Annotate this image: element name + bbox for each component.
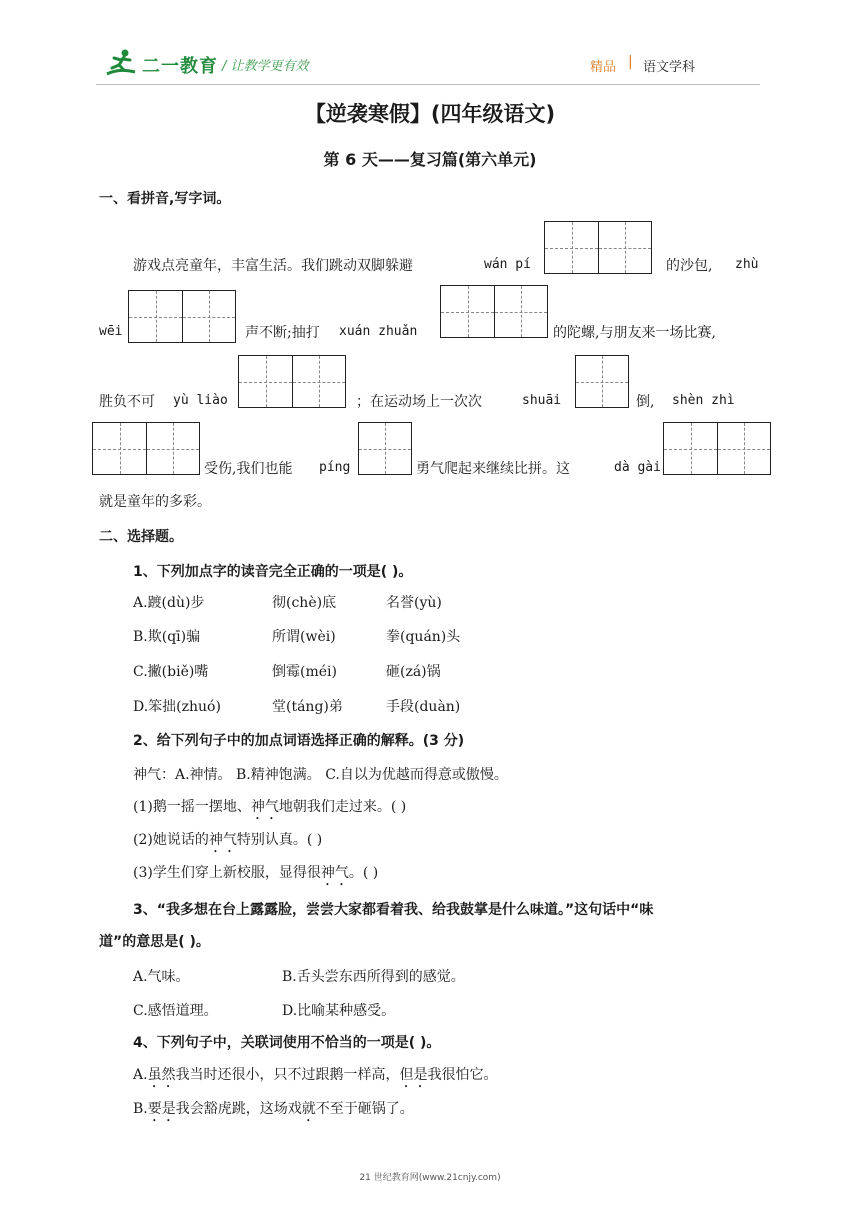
pinyin-prompt: shèn zhì (672, 393, 735, 408)
section-1-heading: 一、看拼音,写字词。 (99, 191, 231, 207)
option-d: D.笨拙(zhuó) (133, 699, 221, 715)
option-c: C.撇(biě)嘴 (133, 664, 209, 680)
pinyin-prompt: dà gài (614, 460, 661, 475)
pinyin-prompt: wēi (99, 324, 123, 339)
option-a: A.踱(dù)步 (133, 595, 205, 611)
option-b: B.要是我会豁虎跳，这场戏就不至于砸锅了。 (133, 1101, 414, 1117)
writing-box[interactable] (128, 290, 236, 343)
passage-text: 声不断;抽打 (245, 325, 320, 341)
passage-text: 倒, (636, 394, 655, 410)
quality-badge: 精品 (590, 60, 617, 75)
pinyin-prompt: xuán zhuǎn (339, 324, 418, 339)
page-title: 【逆袭寒假】(四年级语文) (304, 102, 556, 126)
question-3-stem: 3、“我多想在台上露露脸，尝尝大家都看着我、给我鼓掌是什么味道。”这句话中“味 (133, 902, 654, 918)
option-b: 拳(quán)头 (386, 629, 461, 645)
writing-box[interactable] (440, 285, 548, 338)
option-a: A.气味。 (133, 969, 190, 985)
header-divider (96, 84, 760, 85)
passage-text: 胜负不可 (99, 394, 155, 410)
option-a: A.虽然我当时还很小，只不过跟鹅一样高，但是我很怕它。 (133, 1067, 498, 1083)
word-definitions: 神气：A.神情。 B.精神饱满。 C.自以为优越而得意或傲慢。 (133, 767, 508, 783)
sentence-2: (2)她说话的神气特别认真。( ) (133, 832, 323, 848)
question-1-stem: 1、下列加点字的读音完全正确的一项是( )。 (133, 564, 413, 580)
option-c: 砸(zá)锅 (386, 664, 441, 680)
option-c: C.感悟道理。 (133, 1003, 218, 1019)
writing-box[interactable] (238, 355, 346, 408)
writing-box[interactable] (575, 355, 629, 408)
pinyin-prompt: shuāi (522, 393, 562, 408)
slogan: / 让教学更有效 (222, 59, 309, 74)
passage-text: 的陀螺,与朋友来一场比赛, (553, 325, 716, 341)
question-4-stem: 4、下列句子中，关联词使用不恰当的一项是( )。 (133, 1035, 441, 1051)
passage-text: ；在运动场上一次次 (356, 394, 482, 410)
runner-logo-icon (105, 48, 139, 78)
pinyin-prompt: yù liào (173, 393, 228, 408)
option-d: D.比喻某种感受。 (282, 1003, 396, 1019)
option-b: B.欺(qī)骗 (133, 629, 201, 645)
option-a: 名誉(yù) (386, 595, 442, 611)
passage-text: 受伤,我们也能 (204, 461, 293, 477)
passage-text: 的沙包, (666, 258, 713, 274)
writing-box[interactable] (663, 422, 771, 475)
header-separator: | (628, 54, 633, 70)
writing-box[interactable] (358, 422, 412, 475)
option-a: 彻(chè)底 (272, 595, 337, 611)
pinyin-prompt: píng (319, 460, 351, 475)
passage-text: 游戏点亮童年，丰富生活。我们跳动双脚躲避 (133, 258, 413, 274)
option-d: 手段(duàn) (386, 699, 461, 715)
passage-text: 就是童年的多彩。 (99, 494, 211, 510)
writing-box[interactable] (544, 221, 652, 274)
writing-box[interactable] (92, 422, 200, 475)
option-c: 倒霉(méi) (272, 664, 337, 680)
logo-text: 二一教育 (142, 56, 218, 77)
page-subtitle: 第 6 天——复习篇(第六单元) (323, 150, 537, 169)
question-2-stem: 2、给下列句子中的加点词语选择正确的解释。(3 分) (133, 733, 465, 749)
pinyin-prompt: zhù (735, 257, 759, 272)
sentence-1: (1)鹅一摇一摆地、神气地朝我们走过来。( ) (133, 799, 407, 815)
section-2-heading: 二、选择题。 (99, 529, 183, 545)
passage-text: 勇气爬起来继续比拼。这 (416, 461, 570, 477)
subject-label: 语文学科 (643, 60, 696, 75)
option-d: 堂(táng)弟 (272, 699, 343, 715)
option-b: B.舌头尝东西所得到的感觉。 (282, 969, 465, 985)
sentence-3: (3)学生们穿上新校服，显得很神气。( ) (133, 865, 379, 881)
footer-source: 21 世纪教育网(www.21cnjy.com) (359, 1173, 501, 1183)
option-b: 所谓(wèi) (272, 629, 336, 645)
pinyin-prompt: wán pí (484, 257, 531, 272)
question-3-stem-cont: 道”的意思是( )。 (99, 934, 210, 950)
